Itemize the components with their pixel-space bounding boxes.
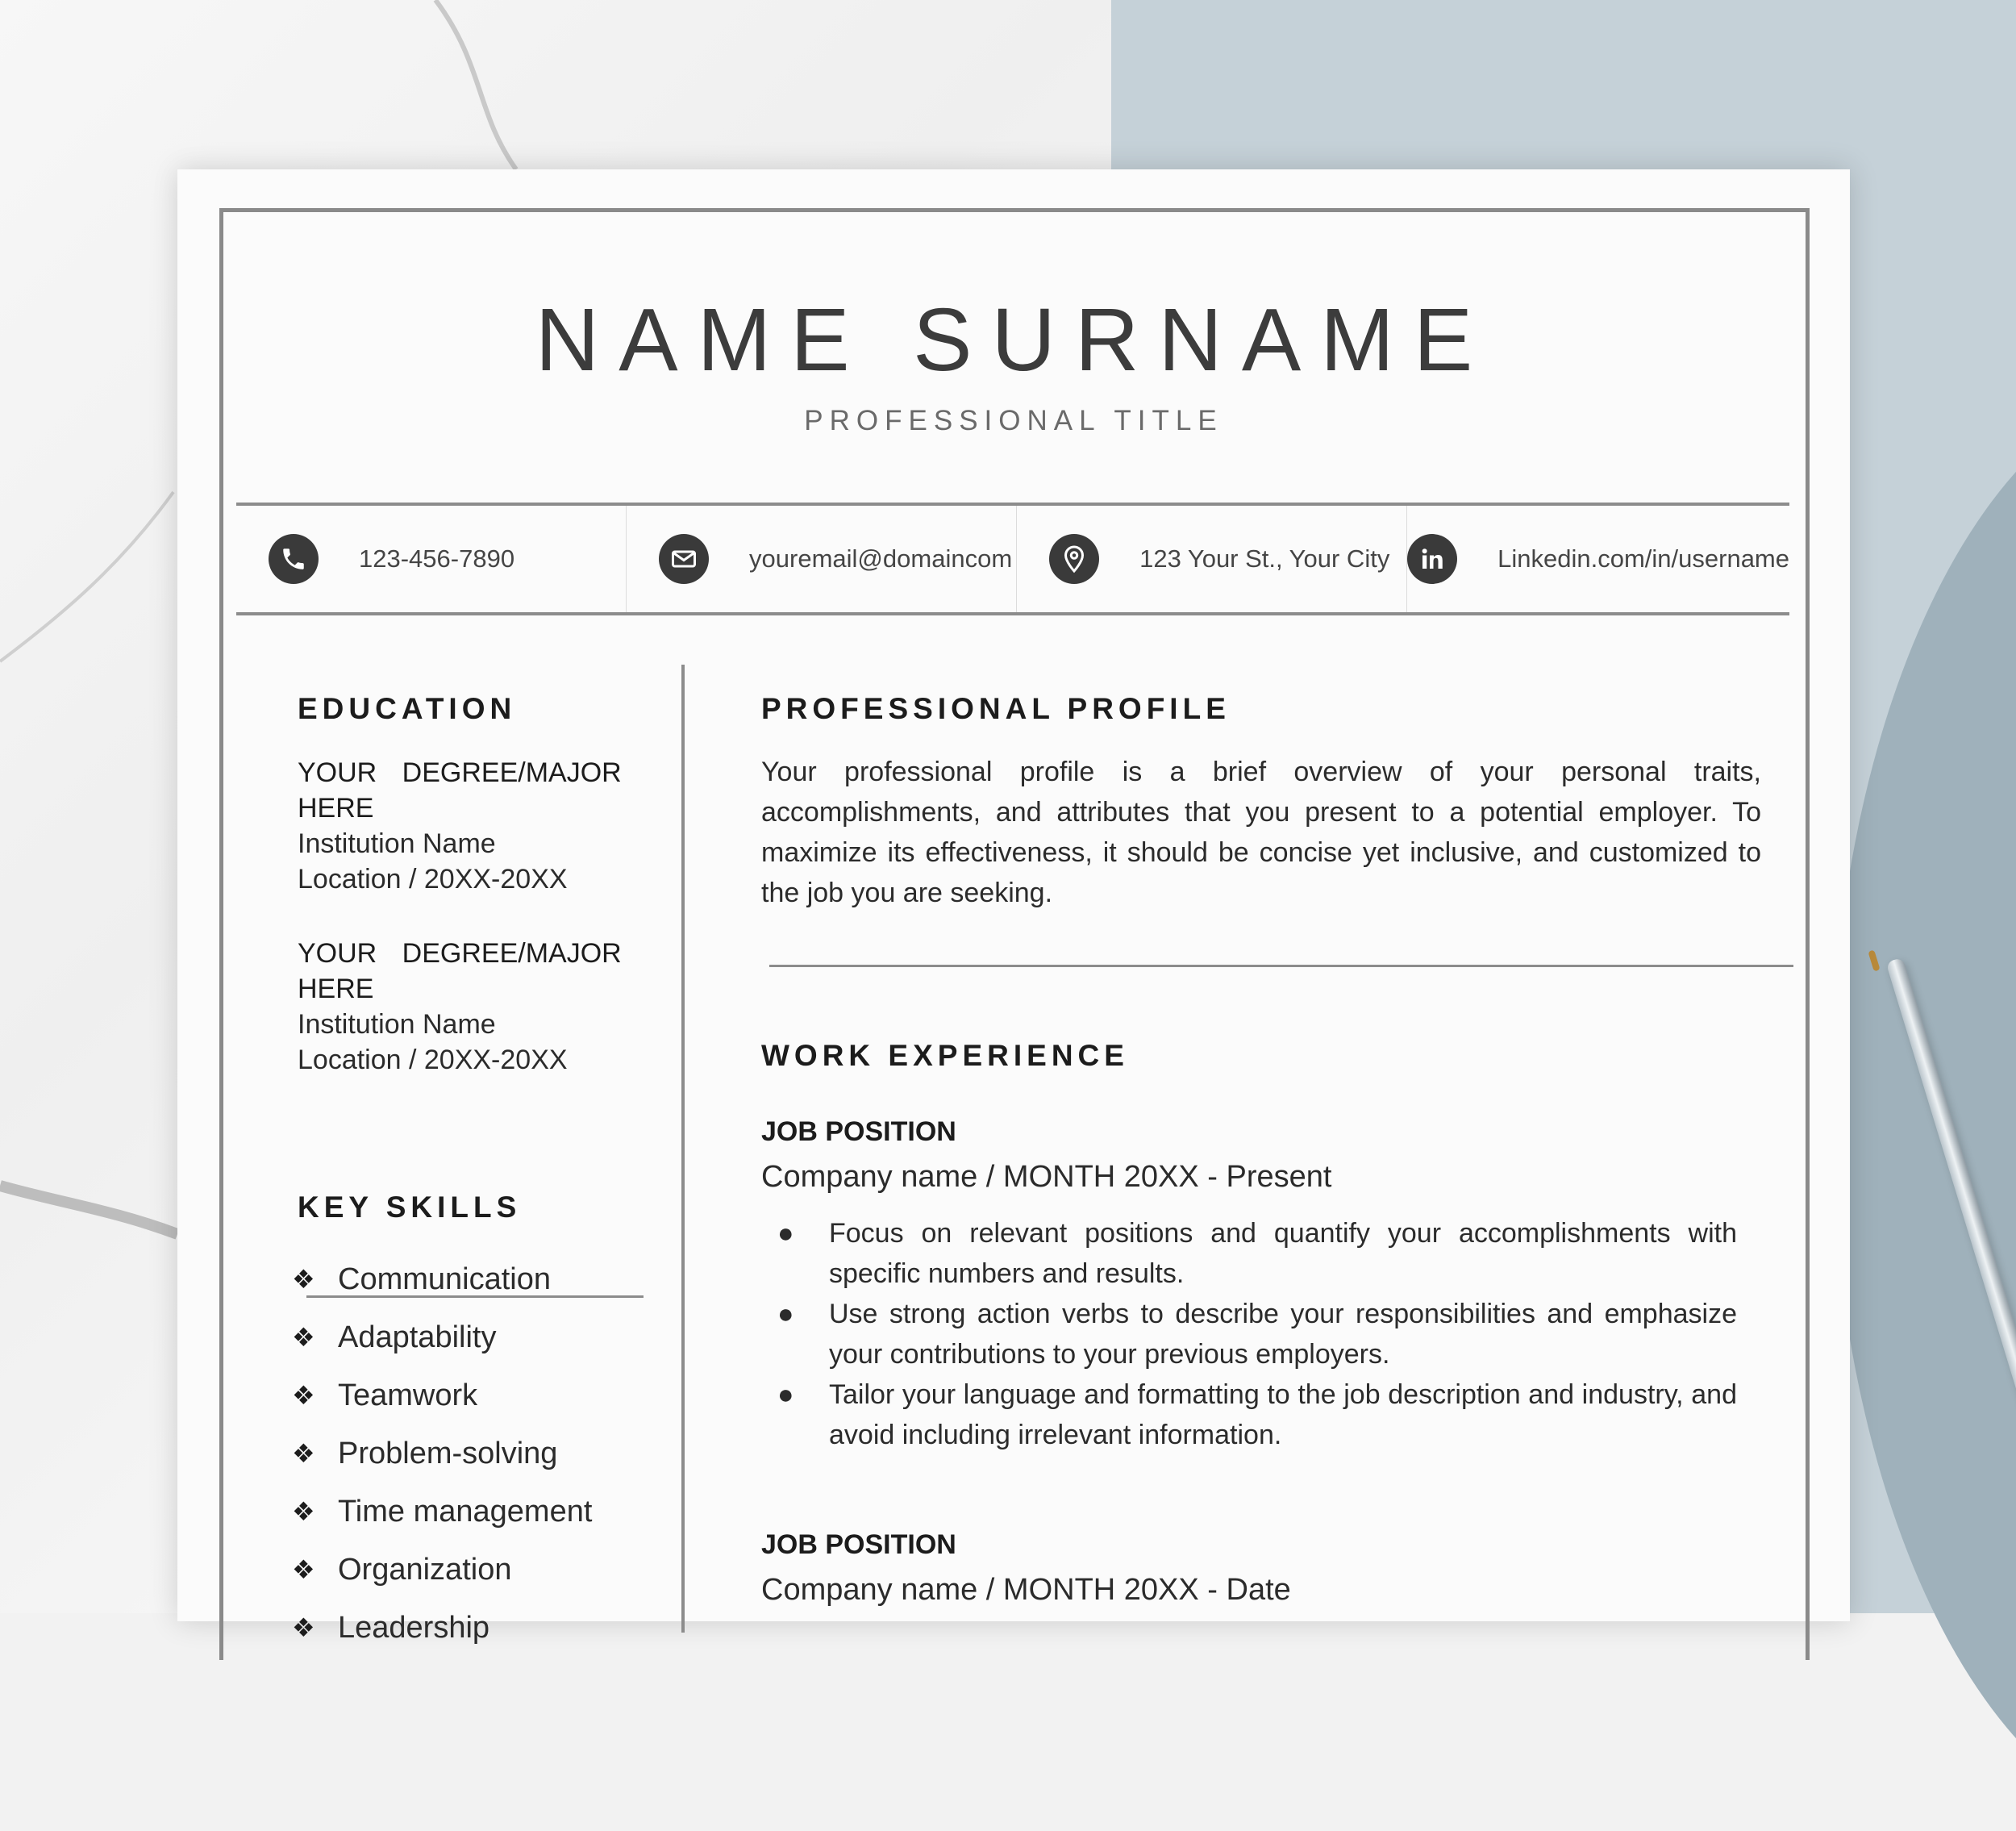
- education-degree: YOUR DEGREE/MAJOR HERE: [298, 938, 622, 1004]
- education-location: Location / 20XX-20XX: [298, 1045, 568, 1075]
- bullet-item: ● Use strong action verbs to describe your responsibilities and emphasize your contributions to your previous employers.: [761, 1294, 1737, 1374]
- address-text: 123 Your St., Your City: [1139, 544, 1390, 573]
- education-heading: EDUCATION: [298, 692, 517, 725]
- linkedin-text[interactable]: Linkedin.com/in/username: [1497, 544, 1789, 573]
- education-entry: [298, 755, 636, 897]
- education-institution: Institution Name: [298, 1009, 496, 1040]
- professional-profile-heading: PROFESSIONAL PROFILE: [761, 692, 1231, 725]
- bullet-dot-icon: ●: [777, 1379, 794, 1410]
- bullet-item: ● Focus on relevant positions and quantify your accomplishments with specific numbers and results.: [761, 1213, 1737, 1294]
- education-entry: [298, 936, 636, 1078]
- education-location: Location / 20XX-20XX: [298, 864, 568, 895]
- diamond-bullet-icon: ❖: [292, 1613, 315, 1642]
- job-company-dates: Company name / MONTH 20XX - Date: [761, 1573, 1291, 1607]
- contact-phone: [236, 506, 627, 612]
- resume-page: [177, 169, 1850, 1645]
- resume-professional-title: PROFESSIONAL TITLE: [804, 405, 1223, 436]
- work-experience-heading: WORK EXPERIENCE: [761, 1039, 1129, 1072]
- job-bullets: [761, 1213, 1737, 1455]
- bullet-dot-icon: ●: [777, 1299, 794, 1329]
- bullet-item: ● Tailor your language and formatting to the job description and industry, and avoid including irrelevant information.: [761, 1374, 1737, 1455]
- job-company-dates: Company name / MONTH 20XX - Present: [761, 1160, 1332, 1194]
- right-divider: [769, 965, 1793, 967]
- skills-list: [292, 1250, 592, 1657]
- education-degree: YOUR DEGREE/MAJOR HERE: [298, 757, 622, 824]
- skill-item: ❖ Leadership: [292, 1610, 490, 1645]
- bullet-dot-icon: ●: [777, 1218, 794, 1249]
- resume-name: NAME SURNAME: [535, 290, 1493, 390]
- phone-text[interactable]: 123-456-7890: [359, 544, 515, 573]
- diamond-bullet-icon: ❖: [292, 1555, 315, 1584]
- skill-item: ❖ Problem-solving: [292, 1436, 558, 1470]
- contact-bar: [236, 503, 1789, 615]
- diamond-bullet-icon: ❖: [292, 1323, 315, 1352]
- skill-item: ❖ Adaptability: [292, 1320, 497, 1354]
- job-position-title: JOB POSITION: [761, 1116, 956, 1147]
- skill-item: ❖ Communication: [292, 1262, 551, 1296]
- skill-item: ❖ Time management: [292, 1494, 593, 1529]
- email-text[interactable]: youremail@domaincom: [749, 544, 1013, 573]
- job-position-title: JOB POSITION: [761, 1529, 956, 1560]
- contact-address: [1017, 506, 1407, 612]
- location-icon: [1049, 534, 1099, 584]
- diamond-bullet-icon: ❖: [292, 1497, 315, 1526]
- diamond-bullet-icon: ❖: [292, 1265, 315, 1294]
- diamond-bullet-icon: ❖: [292, 1381, 315, 1410]
- profile-paragraph: Your professional profile is a brief overview of your personal traits, accomplishments, and attributes that you present to a potential employer. To maximize its effectiveness, it should be concise yet inclusive, and customized to the job you are seeking.: [761, 757, 1761, 908]
- email-icon: [659, 534, 709, 584]
- diamond-bullet-icon: ❖: [292, 1439, 315, 1468]
- education-institution: Institution Name: [298, 828, 496, 859]
- skill-item: ❖ Teamwork: [292, 1378, 478, 1412]
- key-skills-heading: KEY SKILLS: [298, 1191, 522, 1224]
- phone-icon: [269, 534, 319, 584]
- left-column: [219, 665, 685, 1645]
- contact-linkedin: [1407, 506, 1789, 612]
- skill-item: ❖ Organization: [292, 1552, 512, 1587]
- linkedin-icon: [1407, 534, 1457, 584]
- contact-email: [627, 506, 1017, 612]
